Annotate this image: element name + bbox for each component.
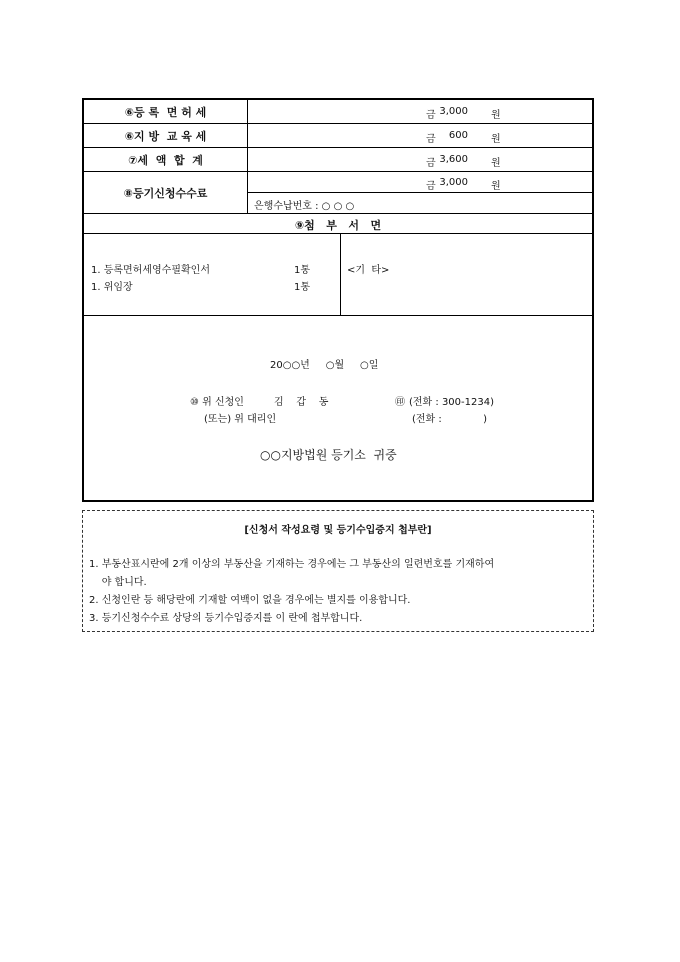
instructions-box: [82, 510, 594, 632]
instruction-item: 야 합니다.: [89, 577, 147, 588]
instruction-item: 3. 등기신청수수료 상당의 등기수입증지를 이 란에 첩부합니다.: [89, 613, 363, 624]
fee-label: ⑥지 방 교 육 세: [84, 124, 248, 147]
agent-label: (또는) 위 대리인: [204, 414, 277, 425]
attachments-body: [84, 234, 592, 316]
won-label: 원: [491, 181, 501, 192]
fee-label: ⑦세 액 합 계: [84, 148, 248, 171]
geum-label: 금: [426, 134, 436, 145]
fee-row-total-tax: [84, 148, 592, 172]
fee-row-registration-fee: [84, 172, 592, 214]
geum-label: 금: [426, 110, 436, 121]
attachments-header-row: [84, 214, 592, 234]
fee-amount: 3,000: [439, 177, 468, 188]
application-date: 20○○년 ○월 ○일: [270, 360, 379, 371]
applicant-prefix: ⑩ 위 신청인: [190, 397, 244, 408]
signature-area: [84, 316, 592, 500]
fee-label: ⑧등기신청수수료: [84, 172, 248, 213]
attachment-item-name: 1. 등록면허세영수필확인서: [91, 265, 210, 276]
fee-amount: 600: [448, 130, 468, 141]
agent-phone: (전화 : ): [412, 414, 487, 425]
instruction-item: 1. 부동산표시란에 2개 이상의 부동산을 기재하는 경우에는 그 부동산의 일련번호를 기재하여: [89, 559, 495, 570]
applicant-name: 김 갑 동: [274, 397, 329, 408]
attachments-header: ⑨첨 부 서 면: [294, 219, 382, 232]
seal-mark: ㊞: [395, 397, 405, 408]
geum-label: 금: [426, 158, 436, 169]
instruction-item: 2. 신청인란 등 해당란에 기재할 여백이 없을 경우에는 별지를 이용합니다.: [89, 595, 411, 606]
geum-label: 금: [426, 181, 436, 192]
attachment-item-name: 1. 위임장: [91, 282, 133, 293]
attachment-item-count: 1통: [294, 282, 311, 293]
won-label: 원: [491, 110, 501, 121]
fee-label: ⑥등 록 면 허 세: [84, 100, 248, 123]
won-label: 원: [491, 158, 501, 169]
attachment-item-count: 1통: [294, 265, 311, 276]
applicant-phone: (전화 : 300-1234): [409, 397, 494, 408]
fee-divider: [248, 192, 592, 193]
court-addressee: ○○지방법원 등기소 귀중: [260, 448, 397, 462]
fee-amount: 3,000: [439, 106, 468, 117]
fee-amount: 3,600: [439, 154, 468, 165]
attachments-divider: [340, 234, 341, 315]
won-label: 원: [491, 134, 501, 145]
fee-row-registration-tax: [84, 100, 592, 124]
bank-receipt-number: 은행수납번호 : ○ ○ ○: [254, 201, 355, 212]
attachments-other: <기 타>: [347, 265, 390, 276]
application-form: [82, 98, 594, 502]
fee-row-education-tax: [84, 124, 592, 148]
instructions-title: [신청서 작성요령 및 등기수입증지 첩부란]: [244, 525, 432, 536]
